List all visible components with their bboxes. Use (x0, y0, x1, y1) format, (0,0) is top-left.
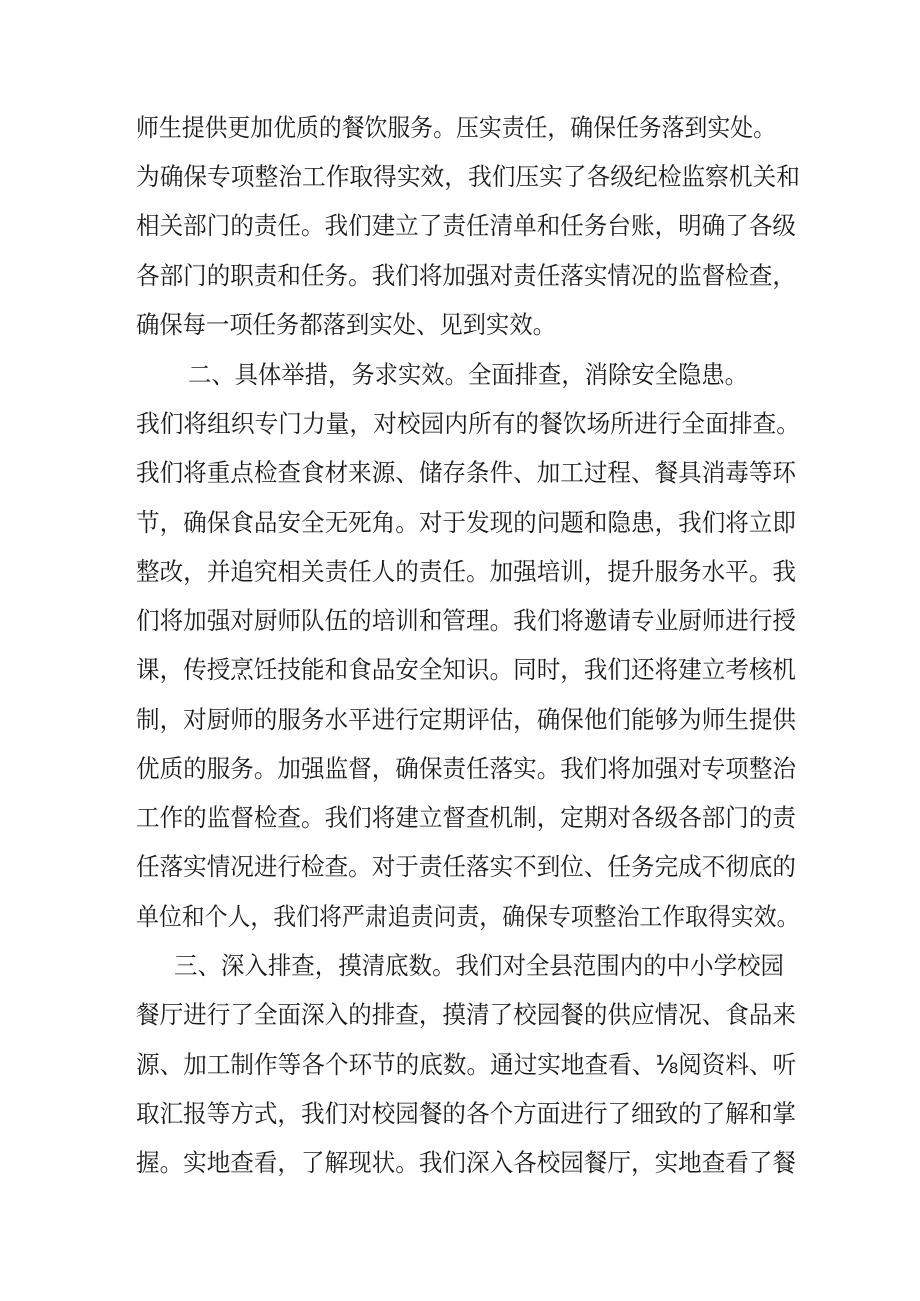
text-line-22: 握。实地查看，了解现状。我们深入各校园餐厅，实地查看了餐 (136, 1148, 797, 1177)
section-heading-3: 三、深入排查，摸清底数。我们对全县范围内的中小学校园 (174, 951, 784, 980)
text-line-8: 我们将重点检查食材来源、储存条件、加工过程、餐具消毒等环 (136, 458, 797, 487)
text-line-11: 们将加强对厨师队伍的培训和管理。我们将邀请专业厨师进行授 (136, 606, 797, 635)
text-line-4: 各部门的职责和任务。我们将加强对责任落实情况的监督检查， (136, 261, 797, 290)
text-line-7: 我们将组织专门力量，对校园内所有的餐饮场所进行全面排查。 (136, 409, 800, 438)
text-line-20: 源、加工制作等各个环节的底数。通过实地查看、⅛阅资料、听 (136, 1050, 797, 1079)
section-heading-2: 二、具体举措，务求实效。全面排查，消除安全隐患。 (188, 360, 749, 389)
text-line-21: 取汇报等方式，我们对校园餐的各个方面进行了细致的了解和掌 (136, 1099, 797, 1128)
text-line-13: 制，对厨师的服务水平进行定期评估，确保他们能够为师生提供 (136, 705, 797, 734)
text-line-9: 节，确保食品安全无死角。对于发现的问题和隐患，我们将立即 (136, 508, 797, 537)
text-line-17: 单位和个人，我们将严肃追责问责，确保专项整治工作取得实效。 (136, 902, 800, 931)
text-line-16: 任落实情况进行检查。对于责任落实不到位、任务完成不彻底的 (136, 852, 797, 881)
text-line-5: 确保每一项任务都落到实处、见到实效。 (136, 310, 557, 339)
text-line-1: 师生提供更加优质的餐饮服务。压实责任，确保任务落到实处。 (136, 113, 776, 142)
text-line-15: 工作的监督检查。我们将建立督查机制，定期对各级各部门的责 (136, 803, 797, 832)
text-line-3: 相关部门的责任。我们建立了责任清单和任务台账，明确了各级 (136, 211, 797, 240)
text-line-12: 课，传授烹饪技能和食品安全知识。同时，我们还将建立考核机 (136, 655, 797, 684)
text-line-19: 餐厅进行了全面深入的排查，摸清了校园餐的供应情况、食品来 (136, 1000, 797, 1029)
text-line-14: 优质的服务。加强监督，确保责任落实。我们将加强对专项整治 (136, 754, 797, 783)
text-line-2: 为确保专项整治工作取得实效，我们压实了各级纪检监察机关和 (136, 162, 800, 191)
text-line-10: 整改，并追究相关责任人的责任。加强培训，提升服务水平。我 (136, 557, 797, 586)
